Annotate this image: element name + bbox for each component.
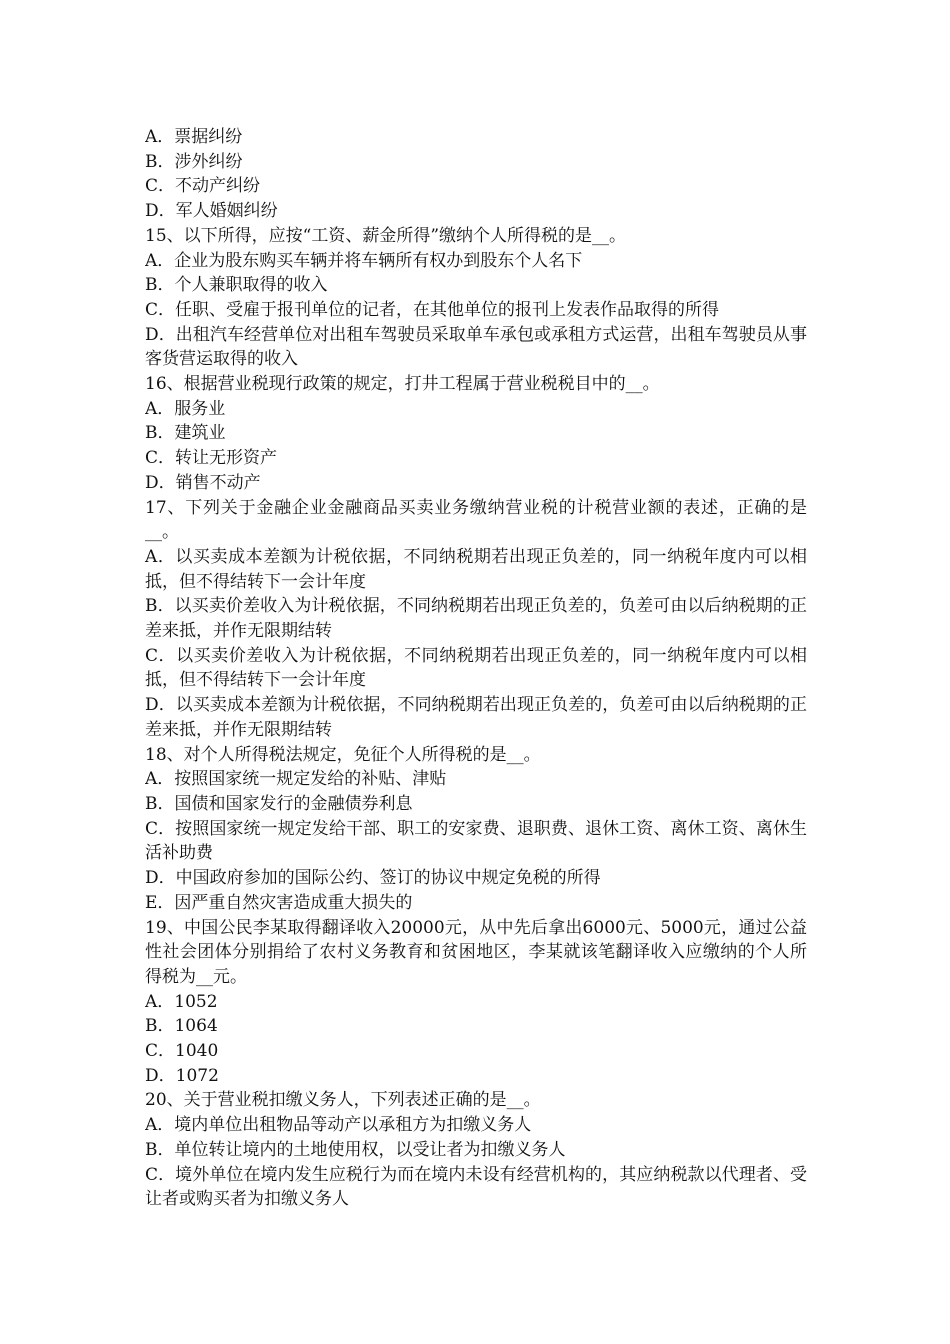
option-d: D．中国政府参加的国际公约、签订的协议中规定免税的所得 xyxy=(145,868,601,889)
option-a: A．境内单位出租物品等动产以承租方为扣缴义务人 xyxy=(145,1115,532,1136)
option-c: C．转让无形资产 xyxy=(145,448,278,469)
option-d: D．1072 xyxy=(145,1065,219,1086)
option-c: C．任职、受雇于报刊单位的记者，在其他单位的报刊上发表作品取得的所得 xyxy=(145,299,720,320)
option-d: D．以买卖成本差额为计税依据，不同纳税期若出现正负差的，负差可由以后纳税期的正差来抵，并作无限期结转 xyxy=(145,695,807,740)
option-d: D．军人婚姻纠纷 xyxy=(145,201,278,222)
option-a: A．按照国家统一规定发给的补贴、津贴 xyxy=(145,769,447,790)
option-e: E．因严重自然灾害造成重大损失的 xyxy=(145,892,413,913)
option-b: B．以买卖价差收入为计税依据，不同纳税期若出现正负差的，负差可由以后纳税期的正差来抵，并作无限期结转 xyxy=(145,596,807,642)
option-c: C．境外单位在境内发生应税行为而在境内未设有经营机构的，其应纳税款以代理者、受让者或购买者为扣缴义务人 xyxy=(145,1164,807,1210)
option-a: A．企业为股东购买车辆并将车辆所有权办到股东个人名下 xyxy=(145,250,583,271)
option-c: C．以买卖价差收入为计税依据，不同纳税期若出现正负差的，同一纳税年度内可以相抵，但不得结转下一会计年度 xyxy=(145,645,807,691)
option-b: B．国债和国家发行的金融债券利息 xyxy=(145,793,413,814)
option-c: C．不动产纠纷 xyxy=(145,176,261,197)
option-b: B．1064 xyxy=(145,1016,218,1037)
option-d: D．销售不动产 xyxy=(145,472,261,493)
option-c: C．1040 xyxy=(145,1041,219,1062)
question-17: 17、下列关于金融企业金融商品买卖业务缴纳营业税的计税营业额的表述，正确的是__。 xyxy=(145,497,807,543)
question-18: 18、对个人所得税法规定，免征个人所得税的是__。 xyxy=(145,744,541,765)
option-b: B．个人兼职取得的收入 xyxy=(145,275,328,296)
option-a: A．1052 xyxy=(145,991,218,1012)
option-b: B．涉外纠纷 xyxy=(145,151,243,172)
document-page xyxy=(145,125,807,1212)
option-a: A．服务业 xyxy=(145,398,226,419)
question-19: 19、中国公民李某取得翻译收入20000元，从中先后拿出6000元、5000元，通过公益性社会团体分别捐给了农村义务教育和贫困地区，李某就该笔翻译收入应缴纳的个人所得税为__元。 xyxy=(145,917,807,987)
question-16: 16、根据营业税现行政策的规定，打井工程属于营业税税目中的__。 xyxy=(145,374,660,395)
option-a: A．票据纠纷 xyxy=(145,127,243,147)
option-a: A．以买卖成本差额为计税依据，不同纳税期若出现正负差的，同一纳税年度内可以相抵，但不得结转下一会计年度 xyxy=(145,546,807,592)
option-b: B．单位转让境内的土地使用权，以受让者为扣缴义务人 xyxy=(145,1139,566,1160)
option-d: D．出租汽车经营单位对出租车驾驶员采取单车承包或承租方式运营，出租车驾驶员从事客货营运取得的收入 xyxy=(145,324,807,370)
option-b: B．建筑业 xyxy=(145,423,226,444)
option-c: C．按照国家统一规定发给干部、职工的安家费、退职费、退休工资、离休工资、离休生活补助费 xyxy=(145,818,807,864)
question-20: 20、关于营业税扣缴义务人，下列表述正确的是__。 xyxy=(145,1090,541,1111)
question-15: 15、以下所得，应按“工资、薪金所得”缴纳个人所得税的是__。 xyxy=(145,225,627,246)
